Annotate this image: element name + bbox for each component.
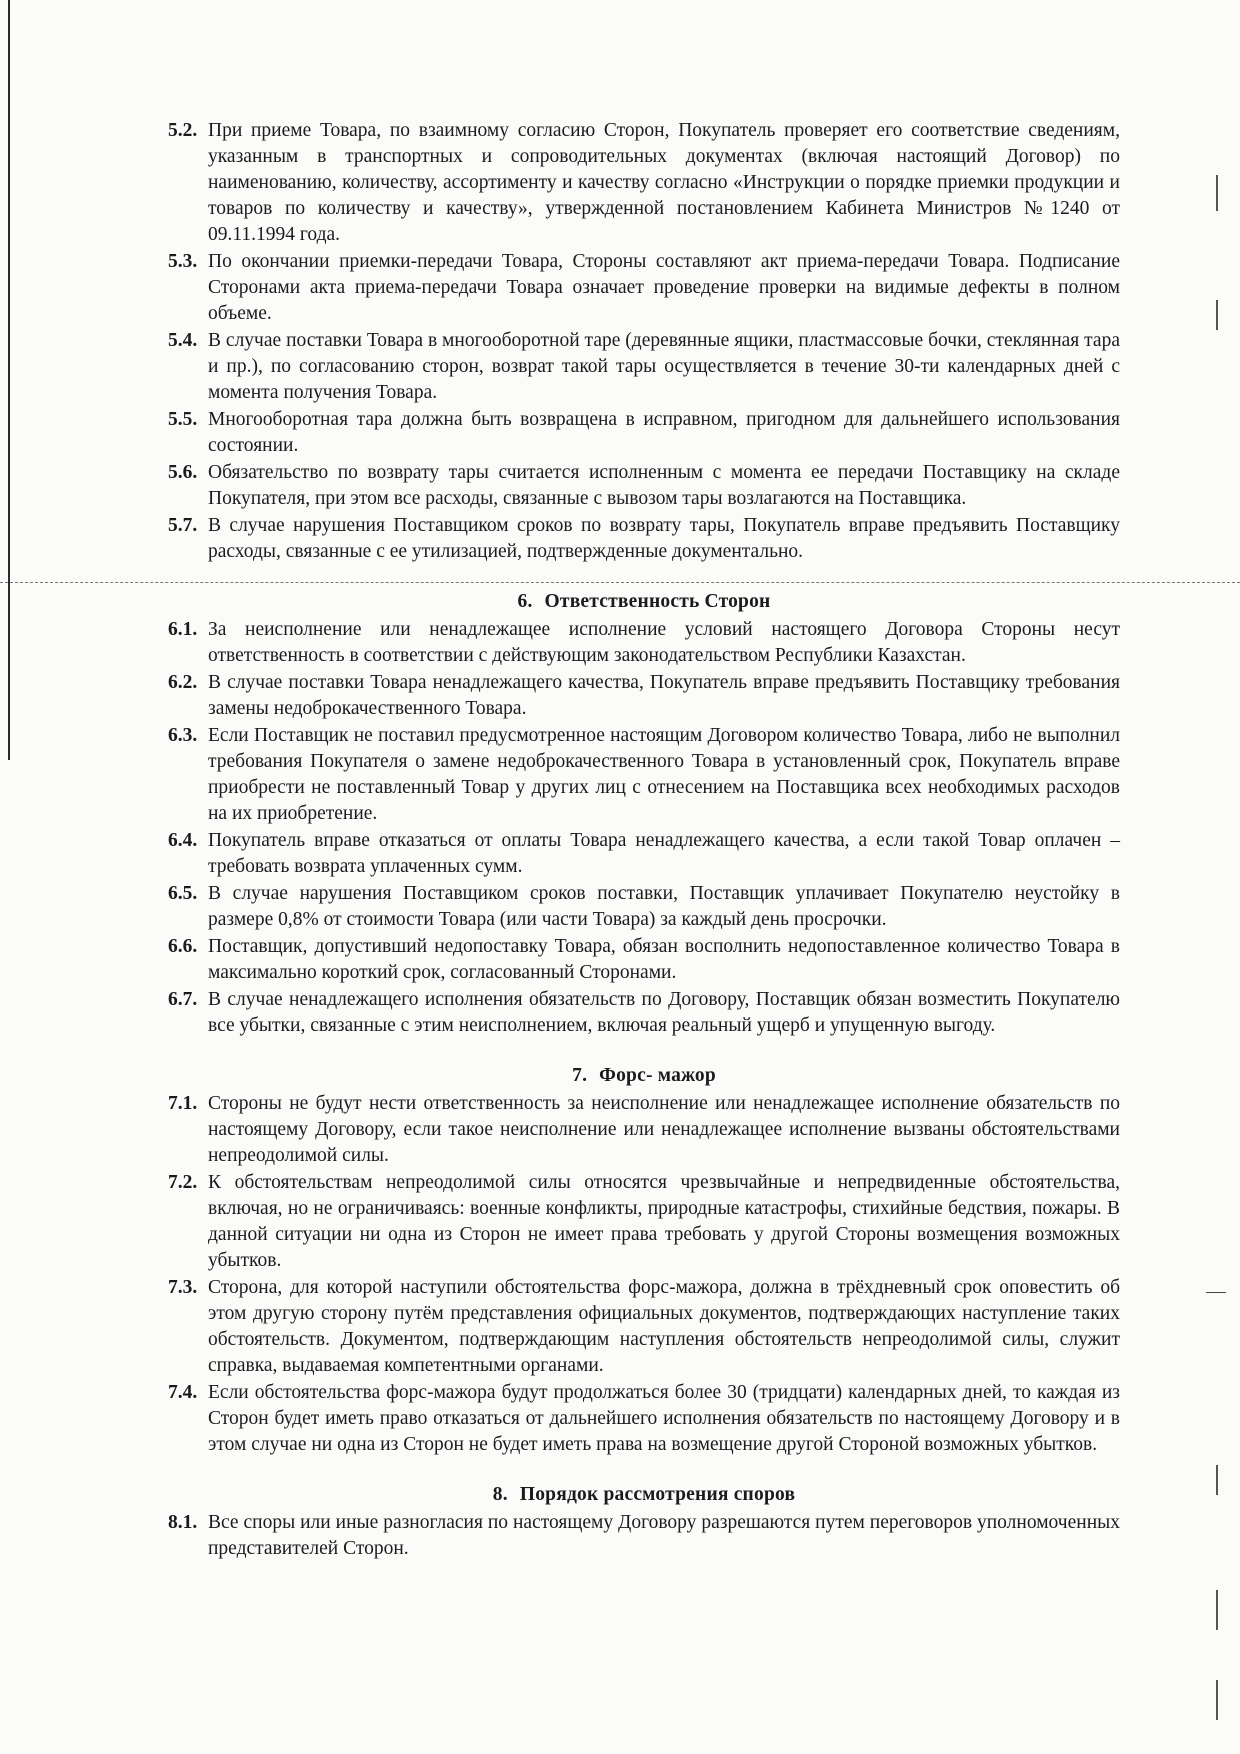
clause-number: 7.2. xyxy=(168,1172,198,1193)
clause-text: Поставщик, допустивший недопоставку Товара, обязан восполнить недопоставленное количество Товара в максимально короткий срок, согласованный Сторонами. xyxy=(208,936,1120,983)
clause-number: 6.6. xyxy=(168,936,198,957)
margin-mark xyxy=(1216,175,1218,211)
clause-number: 5.4. xyxy=(168,330,198,351)
clause-text: В случае нарушения Поставщиком сроков поставки, Поставщик уплачивает Покупателю неустойку в размере 0,8% от стоимости Товара (или части Товара) за каждый день просрочки. xyxy=(208,883,1120,930)
clause xyxy=(168,328,1120,406)
clause-text: Стороны не будут нести ответственность за неисполнение или ненадлежащее исполнение обязательств по настоящему Договору, если такое неисполнение или ненадлежащее исполнение вызваны обстоятельствами непреодолимой силы. xyxy=(208,1093,1120,1166)
margin-mark xyxy=(1216,300,1218,330)
clause xyxy=(168,249,1120,327)
clause xyxy=(168,881,1120,933)
clause-text: Покупатель вправе отказаться от оплаты Товара ненадлежащего качества, а если такой Товар оплачен – требовать возврата уплаченных сумм. xyxy=(208,830,1120,877)
clause xyxy=(168,1510,1120,1562)
clause-text: Если обстоятельства форс-мажора будут продолжаться более 30 (тридцати) календарных дней, то каждая из Сторон будет иметь право отказаться от дальнейшего исполнения обязательств по настоящему Договору и в этом случае ни одна из Сторон не будет иметь права на возмещение другой Стороной возможных убытков. xyxy=(208,1382,1120,1455)
clause xyxy=(168,934,1120,986)
section-title: Порядок рассмотрения споров xyxy=(519,1484,796,1505)
section-title: Форс- мажор xyxy=(599,1065,716,1086)
clause xyxy=(168,1275,1120,1379)
clause-number: 8.1. xyxy=(168,1512,198,1533)
section-heading xyxy=(168,1482,1120,1508)
margin-mark xyxy=(1216,1590,1218,1630)
clause-number: 5.3. xyxy=(168,251,198,272)
clause-number: 7.3. xyxy=(168,1277,198,1298)
clause-text: В случае поставки Товара ненадлежащего качества, Покупатель вправе предъявить Поставщику требования замены недоброкачественного Товара. xyxy=(208,672,1120,719)
clause xyxy=(168,617,1120,669)
clause-number: 6.1. xyxy=(168,619,198,640)
clause-text: При приеме Товара, по взаимному согласию Сторон, Покупатель проверяет его соответствие сведениям, указанным в транспортных и сопроводительных документах (включая настоящий Договор) по наименованию, количеству, ассортименту и качеству согласно «Инструкции о порядке приемки продукции и товаров по количеству и качеству», утвержденной постановлением Кабинета Министров №1240 от 09.11.1994 года. xyxy=(208,120,1120,245)
clause xyxy=(168,1380,1120,1458)
clause-text: В случае ненадлежащего исполнения обязательств по Договору, Поставщик обязан возместить Покупателю все убытки, связанные с этим неисполнением, включая реальный ущерб и упущенную выгоду. xyxy=(208,989,1120,1036)
clause-text: Сторона, для которой наступили обстоятельства форс-мажора, должна в трёхдневный срок оповестить об этом другую сторону путём представления официальных документов, подтверждающих наступление таких обстоятельств. Документом, подтверждающим наступления обстоятельств непреодолимой силы, служит справка, выдаваемая компетентными органами. xyxy=(208,1277,1120,1376)
clause xyxy=(168,723,1120,827)
section-8 xyxy=(168,1482,1120,1562)
section-number: 7. xyxy=(572,1065,588,1086)
clause-text: Все споры или иные разногласия по настоящему Договору разрешаются путем переговоров уполномоченных представителей Сторон. xyxy=(208,1512,1120,1559)
clause xyxy=(168,460,1120,512)
clause-text: Многооборотная тара должна быть возвращена в исправном, пригодном для дальнейшего использования состоянии. xyxy=(208,409,1120,456)
document-body xyxy=(168,118,1120,1586)
page-edge-line xyxy=(8,0,10,760)
clause-number: 5.5. xyxy=(168,409,198,430)
clause-number: 5.2. xyxy=(168,120,198,141)
clause-number: 6.4. xyxy=(168,830,198,851)
section-7 xyxy=(168,1063,1120,1458)
clause-text: По окончании приемки-передачи Товара, Стороны составляют акт приема-передачи Товара. Подписание Сторонами акта приема-передачи Товара означает проведение проверки на видимые дефекты в полном объеме. xyxy=(208,251,1120,324)
clause xyxy=(168,1170,1120,1274)
clause-number: 7.1. xyxy=(168,1093,198,1114)
section-5 xyxy=(168,118,1120,565)
clause-number: 6.2. xyxy=(168,672,198,693)
clause-text: В случае нарушения Поставщиком сроков по возврату тары, Покупатель вправе предъявить Поставщику расходы, связанные с ее утилизацией, подтвержденные документально. xyxy=(208,515,1120,562)
section-6 xyxy=(168,589,1120,1039)
clause-text: Если Поставщик не поставил предусмотренное настоящим Договором количество Товара, либо не выполнил требования Покупателя о замене недоброкачественного Товара в установленный срок, Покупатель вправе приобрести не поставленный Товар у других лиц с отнесением на Поставщика всех необходимых расходов на их приобретение. xyxy=(208,725,1120,824)
clause-number: 5.7. xyxy=(168,515,198,536)
clause-text: К обстоятельствам непреодолимой силы относятся чрезвычайные и непредвиденные обстоятельства, включая, но не ограничиваясь: военные конфликты, природные катастрофы, стихийные бедствия, пожары. В данной ситуации ни одна из Сторон не имеет права требовать у другой Стороны возмещения возможных убытков. xyxy=(208,1172,1120,1271)
clause xyxy=(168,670,1120,722)
section-heading xyxy=(168,1063,1120,1089)
clause-text: За неисполнение или ненадлежащее исполнение условий настоящего Договора Стороны несут ответственность в соответствии с действующим законодательством Республики Казахстан. xyxy=(208,619,1120,666)
clause xyxy=(168,407,1120,459)
clause xyxy=(168,118,1120,248)
section-number: 8. xyxy=(492,1484,508,1505)
clause-number: 5.6. xyxy=(168,462,198,483)
section-title: Ответственность Сторон xyxy=(544,591,771,612)
clause xyxy=(168,1091,1120,1169)
margin-mark xyxy=(1206,1292,1226,1293)
section-number: 6. xyxy=(517,591,533,612)
clause-number: 6.3. xyxy=(168,725,198,746)
clause-number: 7.4. xyxy=(168,1382,198,1403)
margin-mark xyxy=(1216,1680,1218,1720)
clause xyxy=(168,828,1120,880)
clause-number: 6.7. xyxy=(168,989,198,1010)
clause xyxy=(168,987,1120,1039)
margin-mark xyxy=(1216,1465,1218,1495)
clause-number: 6.5. xyxy=(168,883,198,904)
clause-text: В случае поставки Товара в многооборотной таре (деревянные ящики, пластмассовые бочки, стеклянная тара и пр.), по согласованию сторон, возврат такой тары осуществляется в течение 30-ти календарных дней с момента получения Товара. xyxy=(208,330,1120,403)
clause-text: Обязательство по возврату тары считается исполненным с момента ее передачи Поставщику на складе Покупателя, при этом все расходы, связанные с вывозом тары возлагаются на Поставщика. xyxy=(208,462,1120,509)
clause xyxy=(168,513,1120,565)
section-heading xyxy=(168,589,1120,615)
